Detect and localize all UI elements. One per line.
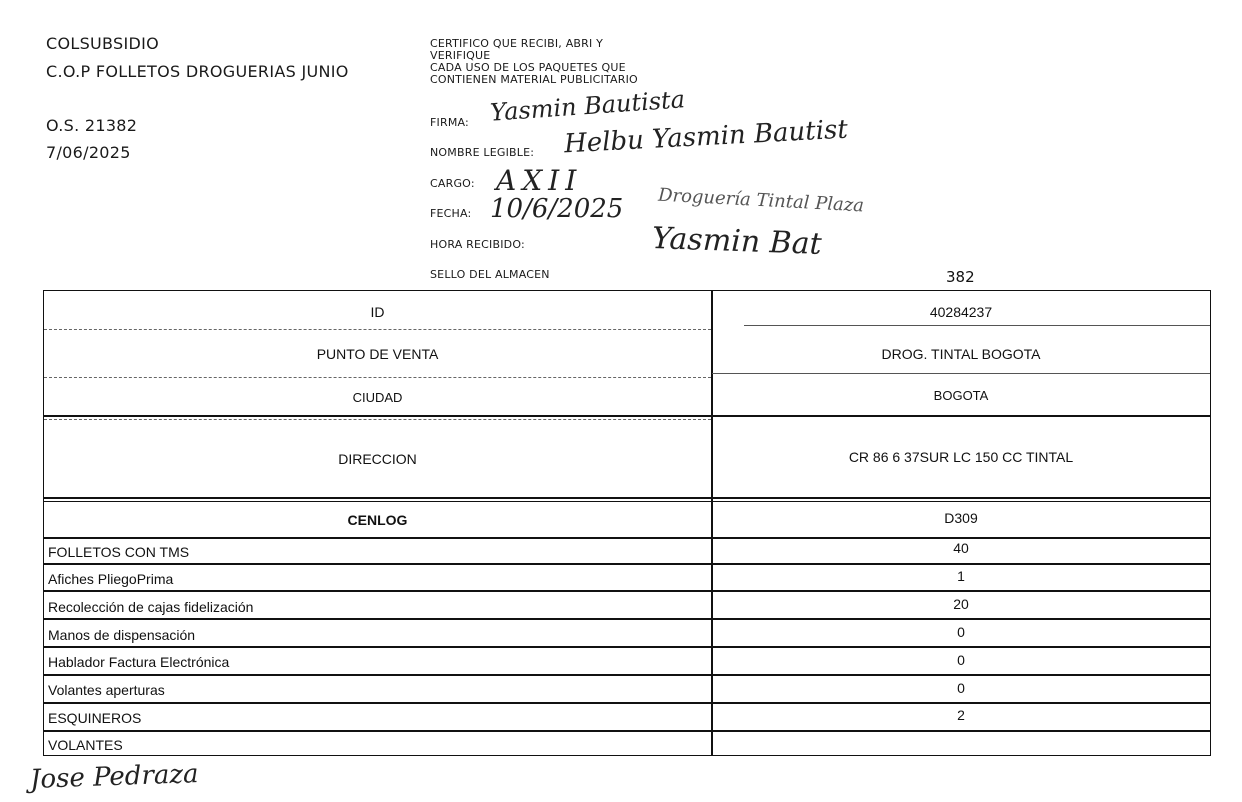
footer-signature: Jose Pedraza	[29, 759, 200, 795]
firma-signature: Yasmin Bautista	[489, 85, 686, 127]
campaign-title: C.O.P FOLLETOS DROGUERIAS JUNIO	[46, 62, 349, 81]
info-label-punto-venta: PUNTO DE VENTA	[316, 346, 439, 362]
store-number: 382	[946, 268, 975, 286]
sello-signature: Yasmin Bat	[651, 221, 823, 262]
cargo-label: CARGO:	[430, 177, 475, 190]
certificate-line: VERIFIQUE	[430, 49, 491, 62]
info-value-direccion: CR 86 6 37SUR LC 150 CC TINTAL	[848, 449, 1074, 465]
info-label-ciudad: CIUDAD	[352, 389, 403, 405]
item-label: VOLANTES	[48, 737, 123, 753]
certificate-line: CONTIENEN MATERIAL PUBLICITARIO	[430, 73, 638, 86]
order-number: O.S. 21382	[46, 116, 138, 135]
company-name: COLSUBSIDIO	[46, 34, 160, 53]
fecha-label: FECHA:	[430, 207, 472, 220]
item-value: 2	[957, 707, 965, 723]
delivery-table	[43, 290, 1211, 756]
item-value: 0	[957, 652, 965, 668]
nombre-label: NOMBRE LEGIBLE:	[430, 146, 535, 159]
store-stamp: Droguería Tintal Plaza	[657, 184, 865, 217]
hora-label: HORA RECIBIDO:	[430, 238, 525, 251]
certificate-line: CERTIFICO QUE RECIBI, ABRI Y	[430, 37, 604, 50]
item-value: 40	[953, 540, 969, 556]
nombre-handwritten: Helbu Yasmin Bautist	[563, 114, 849, 160]
firma-label: FIRMA:	[430, 116, 469, 129]
info-value-ciudad: BOGOTA	[933, 387, 989, 403]
item-value: 0	[957, 680, 965, 696]
certificate-line: CADA USO DE LOS PAQUETES QUE	[430, 61, 626, 74]
item-label: Afiches PliegoPrima	[48, 571, 174, 587]
certificate-text	[430, 38, 638, 86]
item-value: 20	[953, 596, 969, 612]
info-value-id: 40284237	[929, 304, 993, 320]
item-label: Recolección de cajas fidelización	[48, 599, 254, 615]
info-label-cenlog: CENLOG	[347, 512, 408, 528]
item-value	[712, 731, 1210, 755]
item-value: 0	[957, 624, 965, 640]
item-value: 1	[957, 568, 965, 584]
info-value-punto-venta: DROG. TINTAL BOGOTA	[881, 346, 1041, 362]
document-date: 7/06/2025	[46, 143, 131, 162]
sello-label: SELLO DEL ALMACEN	[430, 268, 550, 281]
item-label: Volantes aperturas	[48, 682, 165, 698]
item-label: FOLLETOS CON TMS	[48, 544, 190, 560]
item-label: ESQUINEROS	[48, 710, 142, 726]
info-label-id: ID	[370, 304, 385, 320]
info-label-direccion: DIRECCION	[338, 451, 417, 467]
info-value-cenlog: D309	[944, 510, 978, 526]
fecha-handwritten: 10/6/2025	[490, 194, 624, 224]
item-label: Manos de dispensación	[48, 627, 196, 643]
cargo-handwritten: AXII	[496, 164, 583, 197]
item-label: Hablador Factura Electrónica	[48, 654, 230, 670]
